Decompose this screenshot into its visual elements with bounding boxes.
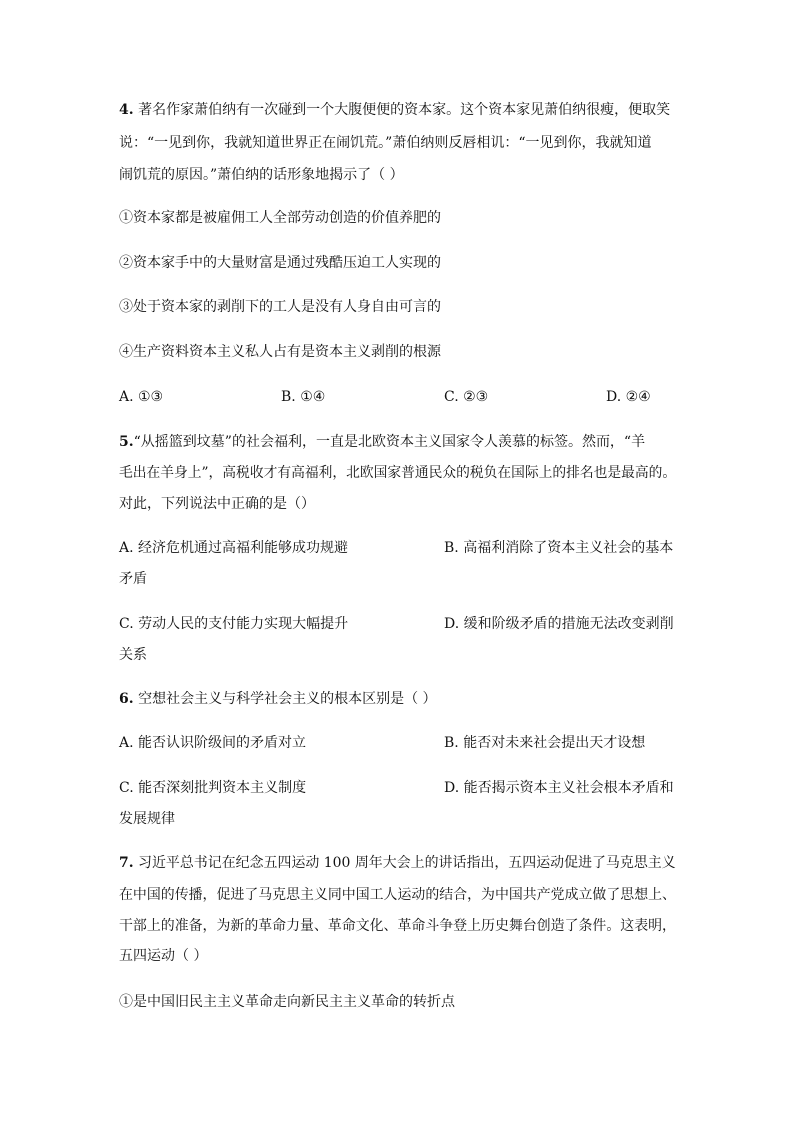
- question-5-option-b-continuation: 矛盾: [119, 571, 147, 587]
- question-6-option-a[interactable]: A. 能否认识阶级间的矛盾对立: [119, 735, 307, 751]
- question-6-option-c[interactable]: C. 能否深刻批判资本主义制度: [119, 780, 307, 796]
- question-4-option-b[interactable]: B. ①④: [281, 389, 326, 405]
- question-4-stem-line-2: 说：“一见到你，我就知道世界正在闹饥荒。”萧伯纳则反唇相讥：“一见到你，我就知道: [119, 135, 652, 151]
- question-4-stem-line-1: 4. 著名作家萧伯纳有一次碰到一个大腹便便的资本家。这个资本家见萧伯纳很瘦，便取笑: [119, 102, 671, 118]
- question-5-option-a[interactable]: A. 经济危机通过高福利能够成功规避: [119, 540, 349, 556]
- question-5-option-d-continuation: 关系: [119, 647, 147, 663]
- question-5-option-d[interactable]: D. 缓和阶级矛盾的措施无法改变剥削: [444, 616, 674, 632]
- question-5-option-b[interactable]: B. 高福利消除了资本主义社会的基本: [444, 540, 674, 556]
- question-5-stem-line-1: 5.“从摇篮到坟墓”的社会福利，一直是北欧资本主义国家令人羡慕的标签。然而，“羊: [119, 434, 646, 450]
- question-7-number: 7.: [119, 855, 134, 871]
- question-4-statement-2: ②资本家手中的大量财富是通过残酷压迫工人实现的: [119, 255, 441, 271]
- question-7-statement-1: ①是中国旧民主主义革命走向新民主主义革命的转折点: [119, 994, 455, 1010]
- question-4-number: 4.: [119, 102, 134, 118]
- question-4-option-c[interactable]: C. ②③: [444, 389, 489, 405]
- question-7-stem-line-3: 干部上的准备，为新的革命力量、革命文化、革命斗争登上历史舞台创造了条件。这表明，: [119, 918, 676, 934]
- question-5-number: 5.: [119, 434, 134, 450]
- question-4-stem-line-3: 闹饥荒的原因。”萧伯纳的话形象地揭示了（ ）: [119, 167, 404, 183]
- question-6-option-d-continuation: 发展规律: [119, 811, 175, 827]
- question-5-stem-line-2: 毛出在羊身上”，高税收才有高福利，北欧国家普通民众的税负在国际上的排名也是最高的。: [119, 465, 677, 481]
- question-4-statement-4: ④生产资料资本主义私人占有是资本主义剥削的根源: [119, 344, 441, 360]
- question-7-stem-line-2: 在中国的传播，促进了马克思主义同中国工人运动的结合，为中国共产党成立做了思想上、: [119, 887, 676, 903]
- question-5-option-c[interactable]: C. 劳动人民的支付能力实现大幅提升: [119, 616, 349, 632]
- question-4-statement-3: ③处于资本家的剥削下的工人是没有人身自由可言的: [119, 299, 441, 315]
- question-5-stem-line-3: 对此，下列说法中正确的是（）: [119, 496, 315, 512]
- question-6-number: 6.: [119, 691, 134, 707]
- question-7-stem-line-1: 7. 习近平总书记在纪念五四运动 100 周年大会上的讲话指出，五四运动促进了马克思主义: [119, 855, 676, 871]
- question-7-stem-line-4: 五四运动（ ）: [119, 948, 208, 964]
- question-4-statement-1: ①资本家都是被雇佣工人全部劳动创造的价值养肥的: [119, 210, 441, 226]
- question-6-option-d[interactable]: D. 能否揭示资本主义社会根本矛盾和: [444, 780, 674, 796]
- question-6-stem: 6. 空想社会主义与科学社会主义的根本区别是（ ）: [119, 691, 437, 707]
- question-6-option-b[interactable]: B. 能否对未来社会提出天才设想: [444, 735, 646, 751]
- question-4-option-d[interactable]: D. ②④: [606, 389, 651, 405]
- question-4-option-a[interactable]: A. ①③: [119, 389, 164, 405]
